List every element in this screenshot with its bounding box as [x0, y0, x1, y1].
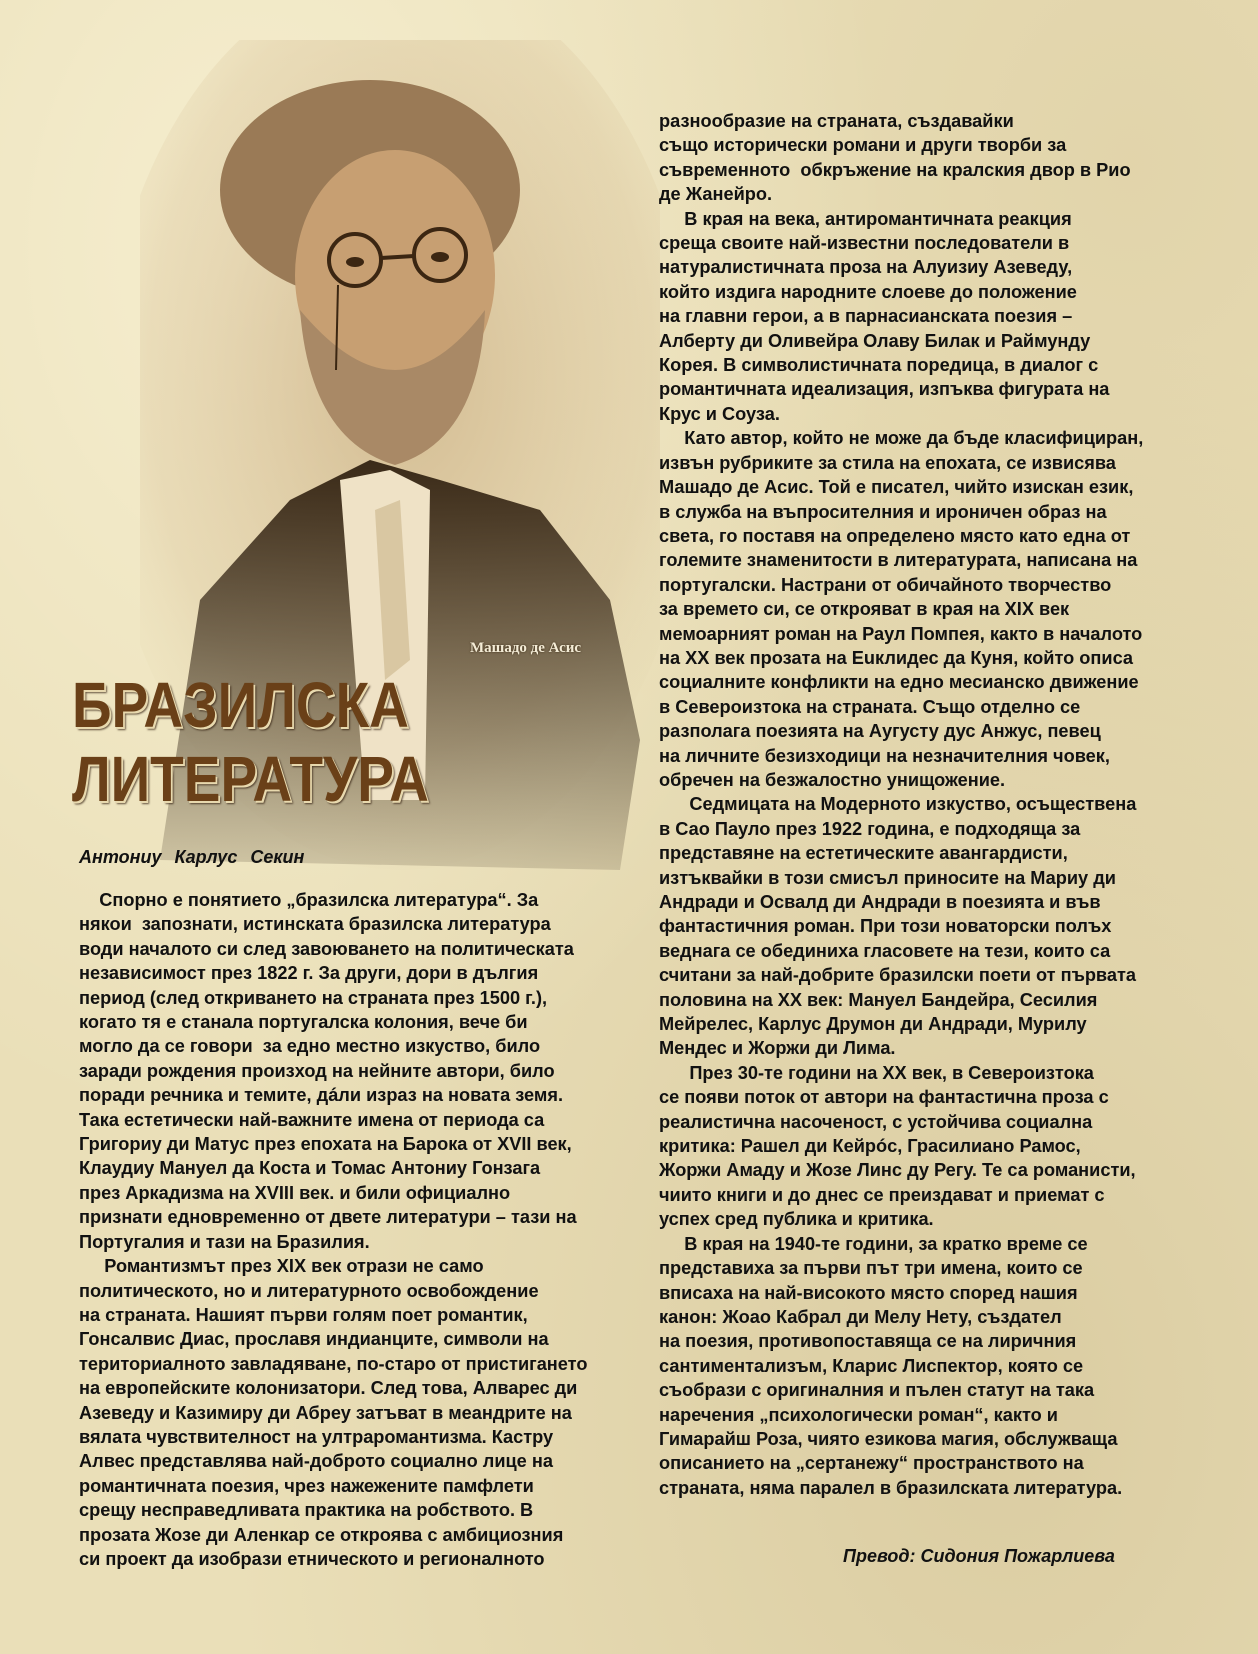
text-line: за времето си, се открояват в края на XIX век: [659, 599, 1070, 620]
text-line: канон: Жоао Кабрал ди Мелу Нету, създател: [659, 1306, 1062, 1327]
text-line: социалните конфликти на едно месианско движение: [659, 672, 1139, 693]
text-line: извън рубриките за стила на епохата, се извисява: [659, 452, 1116, 473]
text-line: фантастичния роман. При този новаторски полъх: [659, 916, 1112, 937]
text-line: Григориу ди Матус през епохата на Барока от XVII век,: [79, 1134, 572, 1155]
text-line: териториалното завладяване, по-старо от пристигането: [79, 1353, 588, 1374]
translator-credit: Превод: Сидония Пожарлиева: [843, 1546, 1115, 1566]
text-line: големите знаменитости в литературата, написана на: [659, 550, 1138, 571]
text-line: де Жанейро.: [659, 184, 773, 205]
text-line: в служба на въпросителния и ироничен образ на: [659, 501, 1107, 522]
text-line: Гонсалвис Диас, прославя индианците, символи на: [79, 1329, 549, 1350]
text-line: представиха за първи път три имена, които се: [659, 1258, 1083, 1279]
text-line: Крус и Соуза.: [659, 403, 780, 424]
title-line-1: БРАЗИЛСКА: [72, 669, 409, 741]
text-line: Гимарайш Роза, чиято езикова магия, обслужваща: [659, 1428, 1118, 1449]
text-line: съобрази с оригиналния и пълен статут на така: [659, 1380, 1095, 1401]
text-line: наречения „психологически роман“, както и: [659, 1404, 1058, 1425]
text-line: среща своите най-известни последователи в: [659, 233, 1070, 254]
text-line: на XX век прозата на Euклидес да Куня, който описа: [659, 647, 1134, 668]
text-line: вписаха на най-високото място според нашия: [659, 1282, 1078, 1303]
title-line-2: ЛИТЕРАТУРА: [72, 743, 429, 815]
text-line: португалски. Настрани от обичайното творчество: [659, 574, 1112, 595]
text-line: света, го поставя на определено място като една от: [659, 525, 1131, 546]
text-line: когато тя е станала португалска колония, вече би: [79, 1012, 528, 1033]
text-line: на европейските колонизатори. След това, Алварес ди: [79, 1378, 578, 1399]
text-line: реалистична насоченост, с устойчива социална: [659, 1111, 1093, 1132]
text-line: Жоржи Амаду и Жозе Линс ду Регу. Те са романисти,: [659, 1160, 1136, 1181]
text-line: сантиментализъм, Кларис Лиспектор, която се: [659, 1355, 1084, 1376]
text-line: разполага поезията на Аугусту дус Анжус, певец: [659, 721, 1101, 742]
text-line: Романтизмът през XIX век отрази не само: [79, 1256, 484, 1277]
article-title: [72, 668, 429, 816]
text-line: Азеведу и Казимиру ди Абреу затъват в меандрите на: [79, 1402, 572, 1423]
text-line: чиито книги и до днес се преиздават и приемат с: [659, 1184, 1105, 1205]
text-line: Мендес и Жоржи ди Лима.: [659, 1038, 896, 1059]
text-line: мемоарният роман на Раул Помпея, както в началото: [659, 623, 1143, 644]
text-line: признати едновременно от двете литератури – тази на: [79, 1207, 577, 1228]
text-line: който издига народните слоеве до положение: [659, 281, 1077, 302]
text-line: независимост през 1822 г. За други, дори в дългия: [79, 963, 539, 984]
text-line: срещу несправедливата практика на робството. В: [79, 1500, 534, 1521]
text-line: През 30-те години на XX век, в Североизтока: [659, 1062, 1094, 1083]
text-line: Алберту ди Оливейра Олаву Билак и Раймунду: [659, 330, 1091, 351]
text-line: страната, няма паралел в бразилската литература.: [659, 1477, 1123, 1498]
text-line: обречен на безжалостно унищожение.: [659, 769, 1006, 790]
text-line: се появи поток от автори на фантастична проза с: [659, 1087, 1109, 1108]
text-line: В края на 1940-те години, за кратко време се: [659, 1233, 1088, 1254]
text-line: В края на века, антиромантичната реакция: [659, 208, 1072, 229]
text-line: на личните безизходици на незначителния човек,: [659, 745, 1110, 766]
text-line: Андради и Освалд ди Андради в поезията и във: [659, 892, 1101, 912]
photo-caption: Машадо де Асис: [470, 640, 582, 656]
text-line: Алвес представлява най-доброто социално лице на: [79, 1451, 553, 1472]
text-line: Седмицата на Модерното изкуство, осъществена: [659, 794, 1137, 815]
text-line: романтичната идеализация, изпъква фигурата на: [659, 379, 1110, 400]
text-line: в Сао Пауло през 1922 година, е подходяща за: [659, 818, 1081, 839]
text-line: в Североизтока на страната. Също отделно се: [659, 696, 1081, 717]
text-line: Като автор, който не може да бъде класифициран,: [659, 428, 1144, 449]
text-line: си проект да изобрази етническото и регионалното: [79, 1548, 545, 1569]
text-line: вялата чувствителност на ултраромантизма. Кастру: [79, 1426, 554, 1447]
text-line: Португалия и тази на Бразилия.: [79, 1231, 370, 1252]
text-line: прозата Жозе ди Аленкар се откроява с амбициозния: [79, 1524, 564, 1545]
text-line: могло да се говори за едно местно изкуство, било: [79, 1036, 541, 1057]
author-byline: Антониу Карлус Секин: [79, 847, 305, 867]
right-text-column: [659, 109, 1143, 1500]
text-line: критика: Рашел ди Кейрóс, Грасилиано Рамос,: [659, 1136, 1081, 1157]
text-line: представяне на естетическите авангардисти,: [659, 843, 1068, 864]
text-line: на поезия, противопоставяща се на лиричния: [659, 1331, 1077, 1352]
text-line: поради речника и темите, дáли израз на новата земя.: [79, 1085, 564, 1106]
text-line: период (след откриването на страната през 1500 г.),: [79, 987, 548, 1008]
text-line: някои запознати, истинската бразилска литература: [79, 914, 551, 935]
text-line: политическото, но и литературното освобождение: [79, 1280, 539, 1301]
text-line: води началото си след завоюването на политическата: [79, 938, 574, 959]
text-line: считани за най-добрите бразилски поети от първата: [659, 965, 1137, 986]
left-text-column: [79, 888, 587, 1571]
text-line: Клаудиу Мануел да Коста и Томас Антониу Гонзага: [79, 1158, 541, 1179]
text-line: заради рождения произход на нейните автори, било: [79, 1060, 555, 1081]
text-line: Корея. В символистичната поредица, в диалог с: [659, 355, 1099, 376]
text-line: също исторически романи и други творби за: [659, 135, 1067, 156]
text-line: описанието на „сертанежу“ пространството на: [659, 1453, 1084, 1474]
text-line: на главни герои, а в парнасианската поезия –: [659, 306, 1073, 327]
text-line: натуралистичната проза на Алуизиу Азеведу,: [659, 257, 1073, 278]
text-line: Така естетически най-важните имена от периода са: [79, 1109, 545, 1130]
text-line: успех сред публика и критика.: [659, 1209, 934, 1230]
text-line: романтичната поезия, чрез нажежените памфлети: [79, 1475, 534, 1496]
text-line: веднага се обединиха гласовете на тези, които са: [659, 940, 1111, 961]
text-line: половина на XX век: Мануел Бандейра, Сесилия: [659, 989, 1098, 1010]
text-line: съвременното обкръжение на кралския двор в Рио: [659, 159, 1131, 180]
text-line: през Аркадизма на XVIII век. и били официално: [79, 1182, 511, 1203]
text-line: на страната. Нашият първи голям поет романтик,: [79, 1304, 528, 1325]
text-line: Спорно е понятието „бразилска литература“. За: [79, 890, 539, 910]
text-line: Мейрелес, Карлус Друмон ди Андради, Мурилу: [659, 1014, 1087, 1035]
text-line: Машадо де Асис. Той е писател, чийто изискан език,: [659, 477, 1134, 498]
text-line: разнообразие на страната, създавайки: [659, 111, 1014, 131]
text-line: изтъквайки в този смисъл приносите на Мариу ди: [659, 867, 1116, 888]
